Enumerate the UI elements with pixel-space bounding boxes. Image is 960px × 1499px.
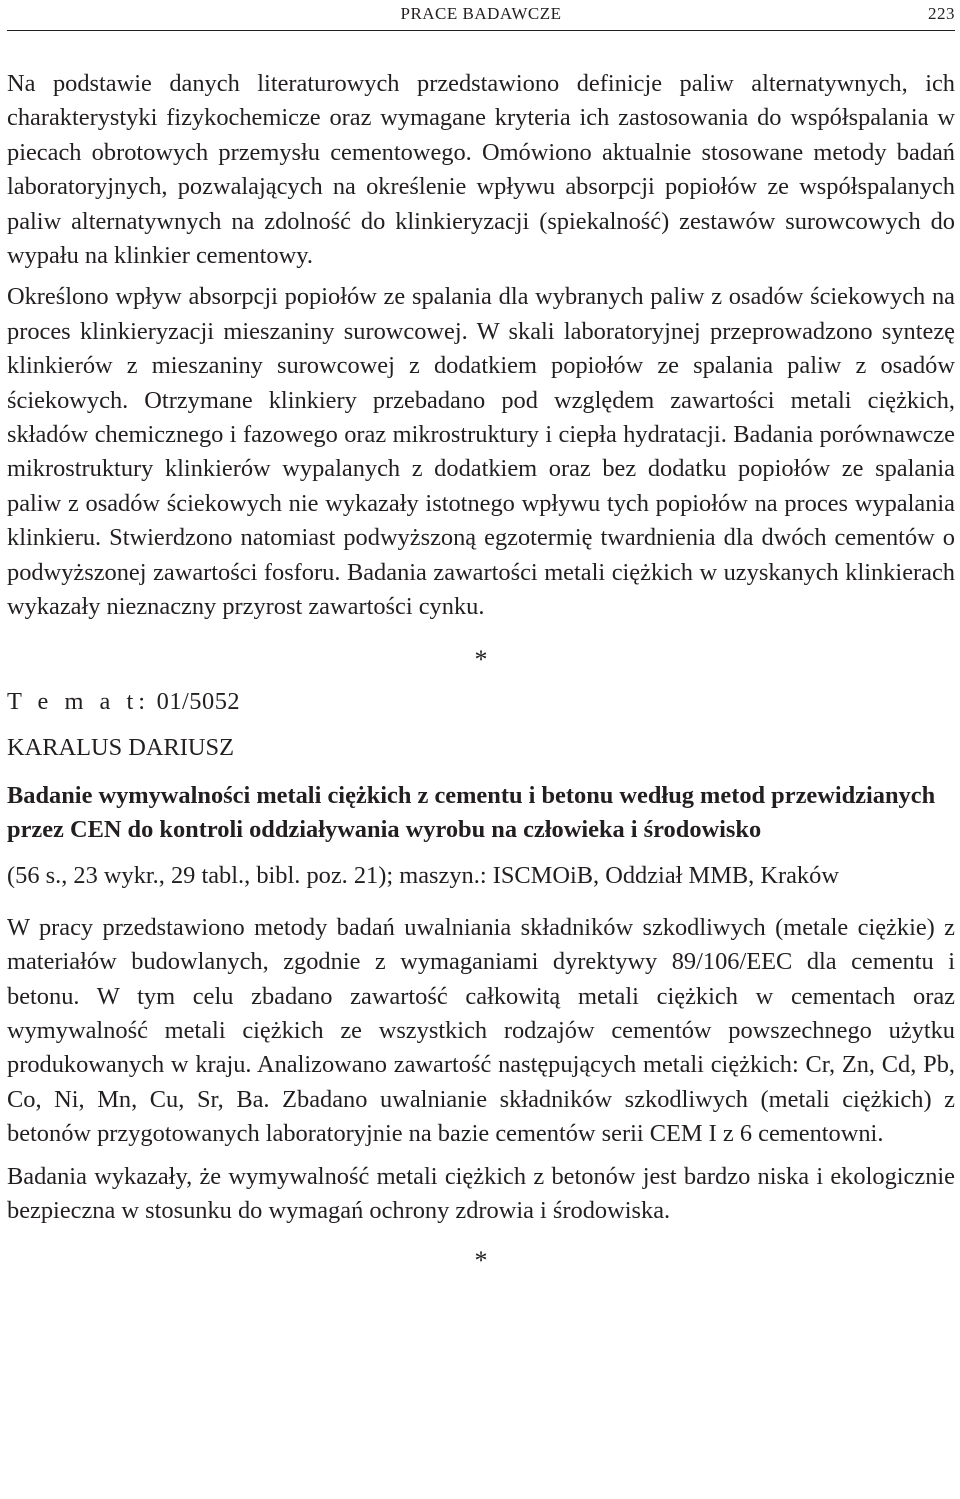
abstract-paragraph-2: Badania wykazały, że wymywalność metali ciężkich z betonów jest bardzo niska i ekologicznie bezpieczna w stosunku do wymagań ochrony zdrowia i środowiska. (7, 1162, 955, 1224)
author-name: KARALUS DARIUSZ (7, 733, 234, 761)
topic-label: T e m a t: (7, 687, 151, 715)
document-page (7, 0, 955, 1276)
bibliographic-details: (56 s., 23 wykr., 29 tabl., bibl. poz. 21); maszyn.: ISCMOiB, Oddział MMB, Kraków (7, 862, 839, 890)
section-separator: * (474, 644, 488, 674)
report-title: Badanie wymywalności metali ciężkich z cementu i betonu według metod przewidzianych przez CEN do kontroli oddziaływania wyrobu na człowieka i środowisko (7, 781, 936, 843)
section-title: PRACE BADAWCZE (400, 4, 562, 23)
abstract-paragraph-1: W pracy przedstawiono metody badań uwalniania składników szkodliwych (metale ciężkie) z materiałów budowlanych, zgodnie z wymaganiami dyrektywy 89/106/EEC dla cementu i betonu. W tym celu zbadano zawartość całkowitą metali ciężkich w cementach oraz wymywalność metali ciężkich ze wszystkich rodzajów cementów powszechnego użytku produkowanych w kraju. Analizowano zawartość następujących metali ciężkich: Cr, Zn, Cd, Pb, Co, Ni, Mn, Cu, Sr, Ba. Zbadano uwalnianie składników szkodliwych (metali ciężkich) z betonów przygotowanych laboratoryjnie na bazie cementów serii CEM I z 6 cementowni. (7, 913, 955, 1148)
page-number: 223 (928, 4, 955, 23)
section-separator: * (474, 1246, 488, 1276)
topic-line (7, 685, 955, 719)
topic-number: 01/5052 (156, 687, 241, 715)
running-header (7, 0, 955, 31)
previous-abstract-paragraph-1: Na podstawie danych literaturowych przedstawiono definicje paliw alternatywnych, ich charakterystyki fizykochemicze oraz wymagane kryteria ich zastosowania do współspalania w piecach obrotowych przemysłu cementowego. Omówiono aktualnie stosowane metody badań laboratoryjnych, pozwalających na określenie wpływu absorpcji popiołów ze współspalanych paliw alternatywnych na zdolność do klinkieryzacji (spiekalność) zestawów surowcowych do wypału na klinkier cementowy. (7, 70, 955, 270)
previous-abstract-paragraph-2: Określono wpływ absorpcji popiołów ze spalania dla wybranych paliw z osadów ściekowych na proces klinkieryzacji mieszaniny surowcowej. W skali laboratoryjnej przeprowadzono syntezę klinkierów z mieszaniny surowcowej z dodatkiem popiołów ze spalania paliw z osadów ściekowych. Otrzymane klinkiery przebadano pod względem zawartości metali ciężkich, składów chemicznego i fazowego oraz mikrostruktury i ciepła hydratacji. Badania porównawcze mikrostruktury klinkierów wypalanych z dodatkiem oraz bez dodatku popiołów ze spalania paliw z osadów ściekowych nie wykazały istotnego wpływu tych popiołów na proces wypalania klinkieru. Stwierdzono natomiast podwyższoną egzotermię twardnienia dla dwóch cementów o podwyższonej zawartości fosforu. Badania zawartości metali ciężkich w uzyskanych klinkierach wykazały nieznaczny przyrost zawartości cynku. (7, 283, 955, 621)
